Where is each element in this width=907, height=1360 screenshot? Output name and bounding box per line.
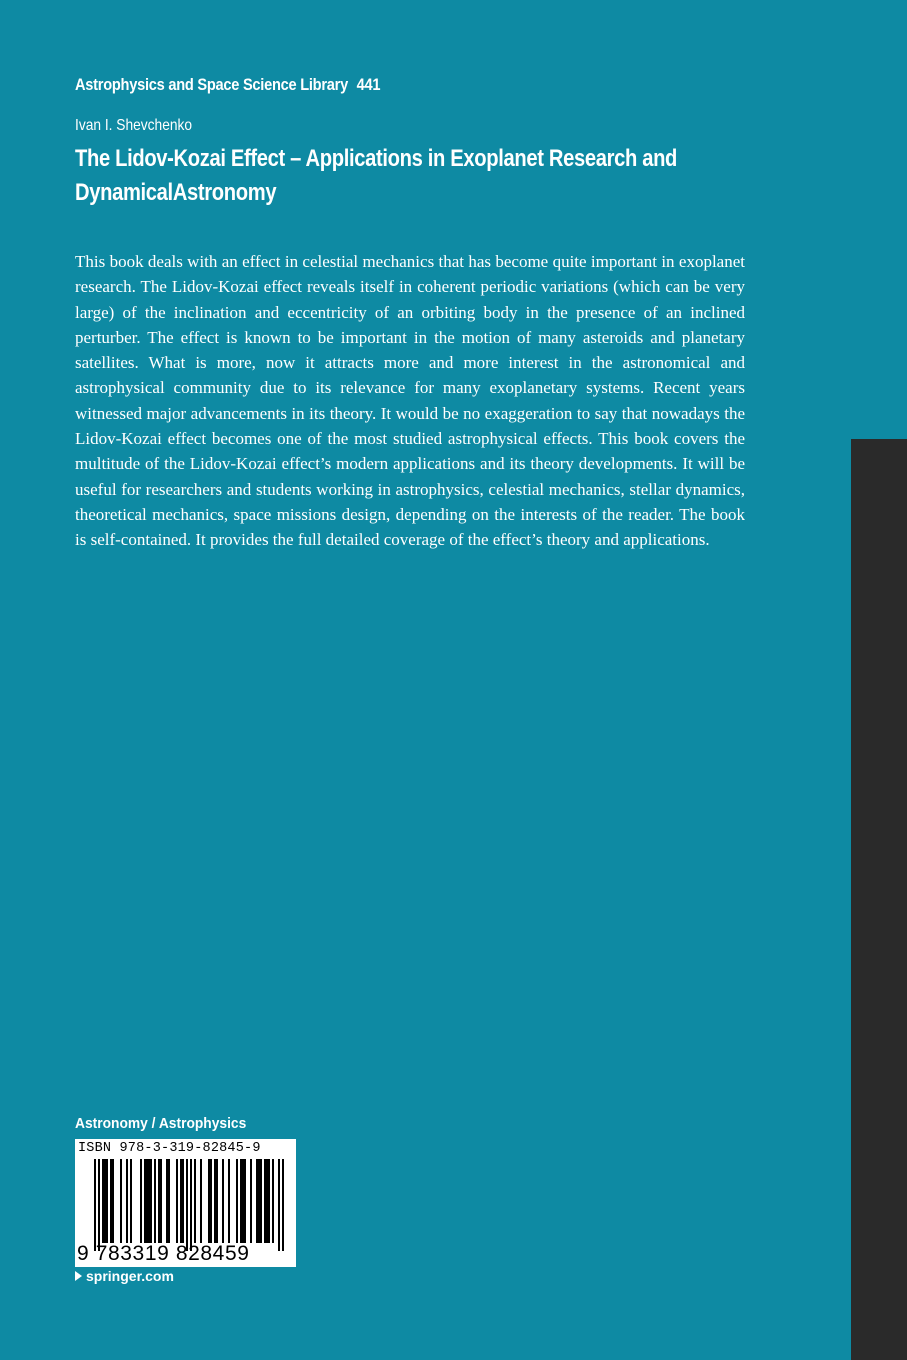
barcode-bar [214,1159,216,1243]
barcode-bar [110,1159,112,1243]
barcode-bar [228,1159,230,1243]
barcode-bar [200,1159,202,1243]
barcode-bar [150,1159,152,1243]
barcode-bar [180,1159,182,1243]
book-title: The Lidov-Kozai Effect – Applications in Exoplanet Research and DynamicalAstronomy [75,145,678,206]
barcode-bar [242,1159,244,1243]
barcode-bar [158,1159,160,1243]
barcode-bar [102,1159,104,1243]
barcode-bar [240,1159,242,1243]
barcode-bar [176,1159,178,1243]
barcode-bar [216,1159,218,1243]
barcode-bar [106,1159,108,1243]
ean-digits: 9 783319 828459 [77,1242,250,1265]
isbn-label: ISBN 978-3-319-82845-9 [78,1141,261,1156]
barcode-bar [222,1159,224,1243]
barcode-bar [166,1159,168,1243]
barcode-bar [126,1159,128,1243]
publisher-link[interactable] [75,1268,174,1284]
barcode-bar [144,1159,146,1243]
barcode-bar [182,1159,184,1243]
barcode-bar [168,1159,170,1243]
barcode-bar [268,1159,270,1243]
barcode-bar [266,1159,268,1243]
barcode-bar [120,1159,122,1243]
barcode-bar [236,1159,238,1243]
barcode-bar [154,1159,156,1243]
barcode-bar [272,1159,274,1243]
series-name: Astrophysics and Space Science Library [75,75,348,94]
publisher-url: springer.com [86,1268,174,1284]
barcode-guard-bar [98,1159,100,1251]
barcode-bar [130,1159,132,1243]
barcode-guard-bar [190,1159,192,1251]
barcode-bar [194,1159,196,1243]
barcode-guard-bar [94,1159,96,1251]
barcode-bar [112,1159,114,1243]
barcode-guard-bar [282,1159,284,1251]
barcode-bar [140,1159,142,1243]
barcode-bar [104,1159,106,1243]
barcode-guard-bar [278,1159,280,1251]
barcode-bar [160,1159,162,1243]
barcode-bar [146,1159,148,1243]
author-name: Ivan I. Shevchenko [75,117,193,134]
barcode-bar [256,1159,258,1243]
series-line [75,75,380,95]
barcode-bar [208,1159,210,1243]
isbn-barcode [75,1139,296,1267]
barcode-bar [148,1159,150,1243]
barcode-bar [260,1159,262,1243]
book-description: This book deals with an effect in celestial mechanics that has become quite important in exoplanet research. The Lidov-Kozai effect reveals itself in coherent periodic variations (which can be very large) of the inclination and eccentricity of an orbiting body in the presence of an inclined perturber. The effect is known to be important in the motion of many asteroids and planetary satellites. What is more, now it attracts more and more interest in the astronomical and astrophysical community due to its relevance for many exoplanetary systems. Recent years witnessed major advancements in its theory. It would be no exaggeration to say that nowadays the Lidov-Kozai effect becomes one of the most studied astrophysical effects. This book covers the multitude of the Lidov-Kozai effect’s modern applications and its theory developments. It will be useful for researchers and students working in astrophysics, celestial mechanics, stellar dynamics, theoretical mechanics, space missions design, depending on the interests of the reader. The book is self-contained. It provides the full detailed coverage of the effect’s theory and applications. [75,252,745,550]
barcode-bar [258,1159,260,1243]
spine-band [851,439,907,1360]
barcode-bar [210,1159,212,1243]
series-volume: 441 [356,75,381,94]
arrow-right-icon [75,1271,82,1281]
barcode-guard-bar [186,1159,188,1251]
barcode-bar [244,1159,246,1243]
subject-category: Astronomy / Astrophysics [75,1115,247,1132]
barcode-bar [264,1159,266,1243]
barcode-bar [250,1159,252,1243]
